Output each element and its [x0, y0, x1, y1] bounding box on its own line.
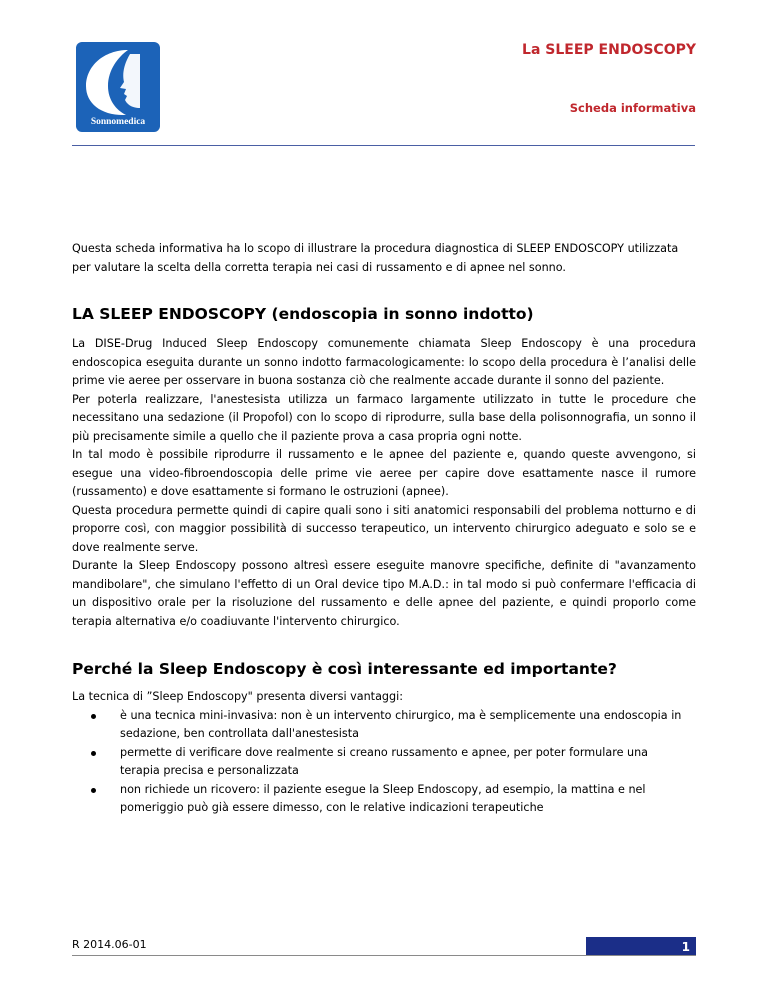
- document-body: [72, 240, 696, 818]
- header-divider: [72, 145, 695, 146]
- section1-paragraph: Questa procedura permette quindi di capire quali sono i siti anatomici responsabili del problema notturno e di proporre così, con maggior possibilità di successo terapeutico, un intervento chirurgico adeguato e solo se e dove realmente serve.: [72, 503, 696, 554]
- revision-code: R 2014.06-01: [72, 938, 147, 951]
- section1-paragraph: In tal modo è possibile riprodurre il russamento e le apnee del paziente e, quando queste avvengono, si esegue una video-fibroendoscopia delle prime vie aeree per capire dove esattamente nasce il rumore (russamento) e dove esattamente si formano le ostruzioni (apnee).: [72, 448, 696, 498]
- section-heading-sleep-endoscopy: LA SLEEP ENDOSCOPY (endoscopia in sonno indotto): [72, 305, 534, 323]
- section1-paragraph: La DISE-Drug Induced Sleep Endoscopy comunemente chiamata Sleep Endoscopy è una procedura endoscopica eseguita durante un sonno indotto farmacologicamente: lo scopo della procedura è l’analisi delle prime vie aeree per osservare in buona sostanza ciò che realmente accade durante il sonno del paziente.: [72, 337, 696, 387]
- list-item: non richiede un ricovero: il paziente esegue la Sleep Endoscopy, ad esempio, la mattina e nel pomeriggio può già essere dimesso, con le relative indicazioni terapeutiche: [72, 781, 696, 818]
- section1-paragraph: Durante la Sleep Endoscopy possono altresì essere eseguite manovre specifiche, definite di "avanzamento mandibolare", che simulano l'effetto di un Oral device tipo M.A.D.: in tal modo si può confermare l'efficacia di un dispositivo orale per la risoluzione del russamento e delle apnee del paziente, e quindi proporlo come terapia alternativa e/o coadiuvante l'intervento chirurgico.: [72, 559, 696, 628]
- document-title: La SLEEP ENDOSCOPY: [522, 42, 696, 58]
- section-heading-why-important: Perché la Sleep Endoscopy è così interessante ed importante?: [72, 660, 617, 678]
- page-number: 1: [586, 937, 696, 955]
- intro-paragraph: Questa scheda informativa ha lo scopo di illustrare la procedura diagnostica di SLEEP ENDOSCOPY utilizzata per valutare la scelta della corretta terapia nei casi di russamento e di apnee nel sonno.: [72, 242, 679, 274]
- logo-label: Sonnomedica: [90, 117, 146, 127]
- section2-lead: La tecnica di ”Sleep Endoscopy" presenta diversi vantaggi:: [72, 690, 404, 703]
- advantages-list: [72, 707, 696, 818]
- section1-paragraph: Per poterla realizzare, l'anestesista utilizza un farmaco largamente utilizzato in tutte le procedure che necessitano una sedazione (il Propofol) con lo scopo di riprodurre, sulla base della polisonnografia, un sonno il più precisamente simile a quello che il paziente prova a casa propria ogni notte.: [72, 392, 696, 443]
- footer-divider: [72, 955, 696, 956]
- list-item: è una tecnica mini-invasiva: non è un intervento chirurgico, ma è semplicemente una endoscopia in sedazione, ben controllata dall'anestesista: [72, 707, 696, 744]
- document-subtitle: Scheda informativa: [569, 101, 696, 115]
- list-item: permette di verificare dove realmente si creano russamento e apnee, per poter formulare una terapia precisa e personalizzata: [72, 744, 696, 781]
- sonnomedica-logo: [76, 42, 160, 132]
